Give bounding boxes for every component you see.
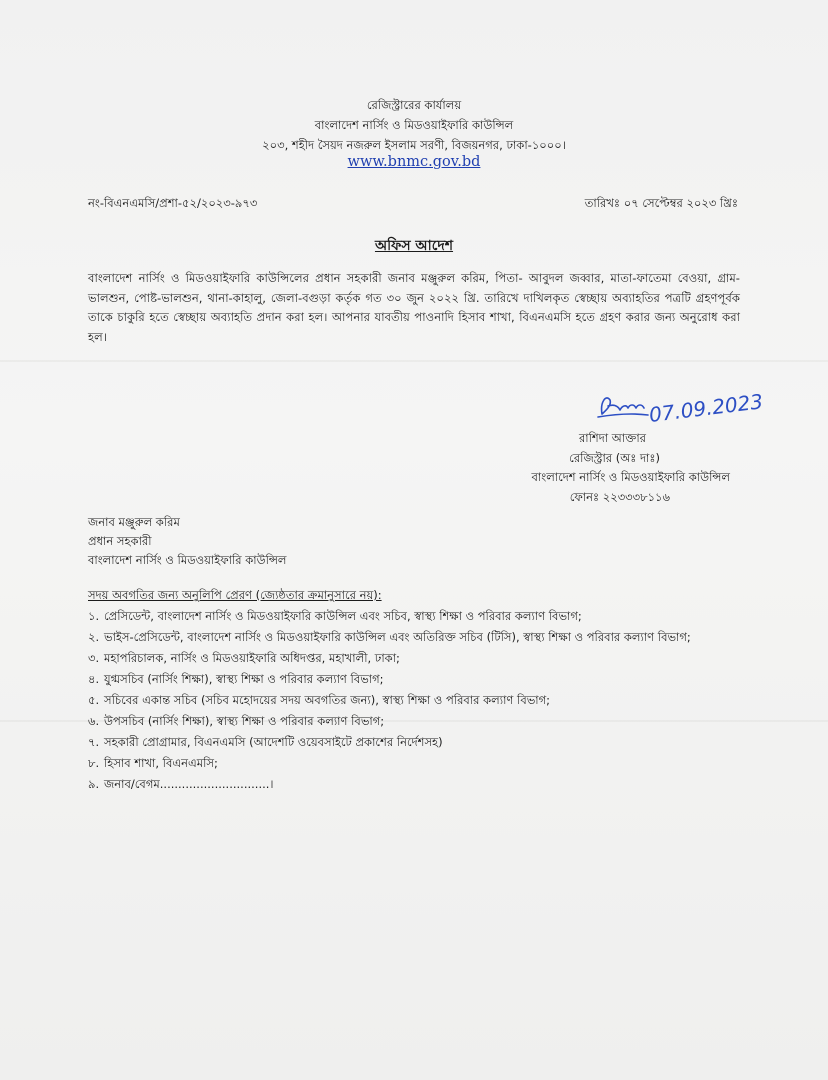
cc-item [88,753,748,774]
cc-list [88,606,748,795]
cc-item-number: ৯. [88,777,100,791]
cc-item [88,669,748,690]
cc-item-text: সহকারী প্রোগ্রামার, বিএনএমসি (আদেশটি ওয়েবসাইটে প্রকাশের নির্দেশসহ) [104,735,443,749]
cc-item-text: মহাপরিচালক, নার্সিং ও মিডওয়াইফারি অধিদপ্তর, মহাখালী, ঢাকা; [104,651,400,665]
website-link[interactable]: www.bnmc.gov.bd [347,154,481,170]
signatory-organization: বাংলাদেশ নার্সিং ও মিডওয়াইফারি কাউন্সিল [531,470,730,484]
recipient-post: প্রধান সহকারী [88,534,152,548]
cc-item-number: ৩. [88,651,100,665]
memo-date: তারিখঃ ০৭ সেপ্টেম্বর ২০২৩ খ্রিঃ [584,196,738,210]
signature-stroke [602,398,644,414]
recipient-name: জনাব মঞ্জুরুল করিম [88,515,180,529]
cc-item [88,606,748,627]
cc-item-text: হিসাব শাখা, বিএনএমসি; [104,756,218,770]
cc-item-number: ৫. [88,693,100,707]
signatory-designation: রেজিস্ট্রার (অঃ দাঃ) [569,450,660,465]
signatory-name: রাশিদা আক্তার [578,431,646,445]
document-title: অফিস আদেশ [374,238,454,254]
organization-name: বাংলাদেশ নার্সিং ও মিডওয়াইফারি কাউন্সিল [314,118,514,132]
cc-item [88,711,748,732]
cc-heading: সদয় অবগতির জন্য অনুলিপি প্রেরণ (জ্যেষ্ঠতার ক্রমানুসারে নয়): [88,588,382,602]
signatory-phone: ফোনঃ ২২৩৩৩৮১১৬ [569,489,670,504]
cc-item-text: প্রেসিডেন্ট, বাংলাদেশ নার্সিং ও মিডওয়াইফারি কাউন্সিল এবং সচিব, স্বাস্থ্য শিক্ষা ও পরিবার কল্যাণ বিভাগ; [104,609,582,623]
cc-item-text: ভাইস-প্রেসিডেন্ট, বাংলাদেশ নার্সিং ও মিডওয়াইফারি কাউন্সিল এবং অতিরিক্ত সচিব (টিসি), স্বাস্থ্য শিক্ষা ও পরিবার কল্যাণ বিভাগ; [104,630,691,644]
handwritten-signature [596,384,776,432]
recipient-block [88,513,286,570]
organization-address: ২০৩, শহীদ সৈয়দ নজরুল ইসলাম সরণী, বিজয়নগর, ঢাকা-১০০০। [262,138,566,152]
cc-item-text: যুগ্মসচিব (নার্সিং শিক্ষা), স্বাস্থ্য শিক্ষা ও পরিবার কল্যাণ বিভাগ; [104,672,384,686]
signature-date: 07.09.2023 [647,389,765,427]
cc-item-number: ৪. [88,672,100,686]
cc-item-text: উপসচিব (নার্সিং শিক্ষা), স্বাস্থ্য শিক্ষা ও পরিবার কল্যাণ বিভাগ; [104,714,385,728]
cc-item-number: ৬. [88,714,100,728]
recipient-organization: বাংলাদেশ নার্সিং ও মিডওয়াইফারি কাউন্সিল [88,553,287,567]
signature-block [480,429,730,507]
cc-item [88,732,748,753]
cc-item [88,627,748,648]
cc-item [88,690,748,711]
cc-item-number: ২. [88,630,100,644]
signature-underline [598,414,648,417]
paper-fold [0,360,828,362]
cc-item-number: ৮. [88,756,100,770]
cc-item-number: ৭. [88,735,100,749]
cc-item-text: জনাব/বেগম..............................। [104,777,274,791]
cc-item-text: সচিবের একান্ত সচিব (সচিব মহোদয়ের সদয় অবগতির জন্য), স্বাস্থ্য শিক্ষা ও পরিবার কল্যাণ বিভাগ; [104,693,551,707]
cc-item [88,648,748,669]
cc-item [88,774,748,795]
order-body: বাংলাদেশ নার্সিং ও মিডওয়াইফারি কাউন্সিলের প্রধান সহকারী জনাব মঞ্জুরুল করিম, পিতা- আবুদল জব্বার, মাতা-ফাতেমা বেওয়া, গ্রাম-ভালশুন, পোষ্ট-ভালশুন, থানা-কাহালু, জেলা-বগুড়া কর্তৃক গত ৩০ জুন ২০২২ খ্রি. তারিখে দাখিলকৃত স্বেচ্ছায় অব্যাহতির পত্রটি গ্রহণপূর্বক তাকে চাকুরি হতে স্বেচ্ছায় অব্যাহতি প্রদান করা হল। আপনার যাবতীয় পাওনাদি হিসাব শাখা, বিএনএমসি হতে গ্রহণ করার জন্য অনুরোধ করা হল। [88,271,740,344]
memo-reference: নং-বিএনএমসি/প্রশা-৫২/২০২৩-৯৭৩ [88,196,258,210]
office-name: রেজিস্ট্রারের কার্যালয় [366,98,462,112]
cc-item-number: ১. [88,609,100,623]
